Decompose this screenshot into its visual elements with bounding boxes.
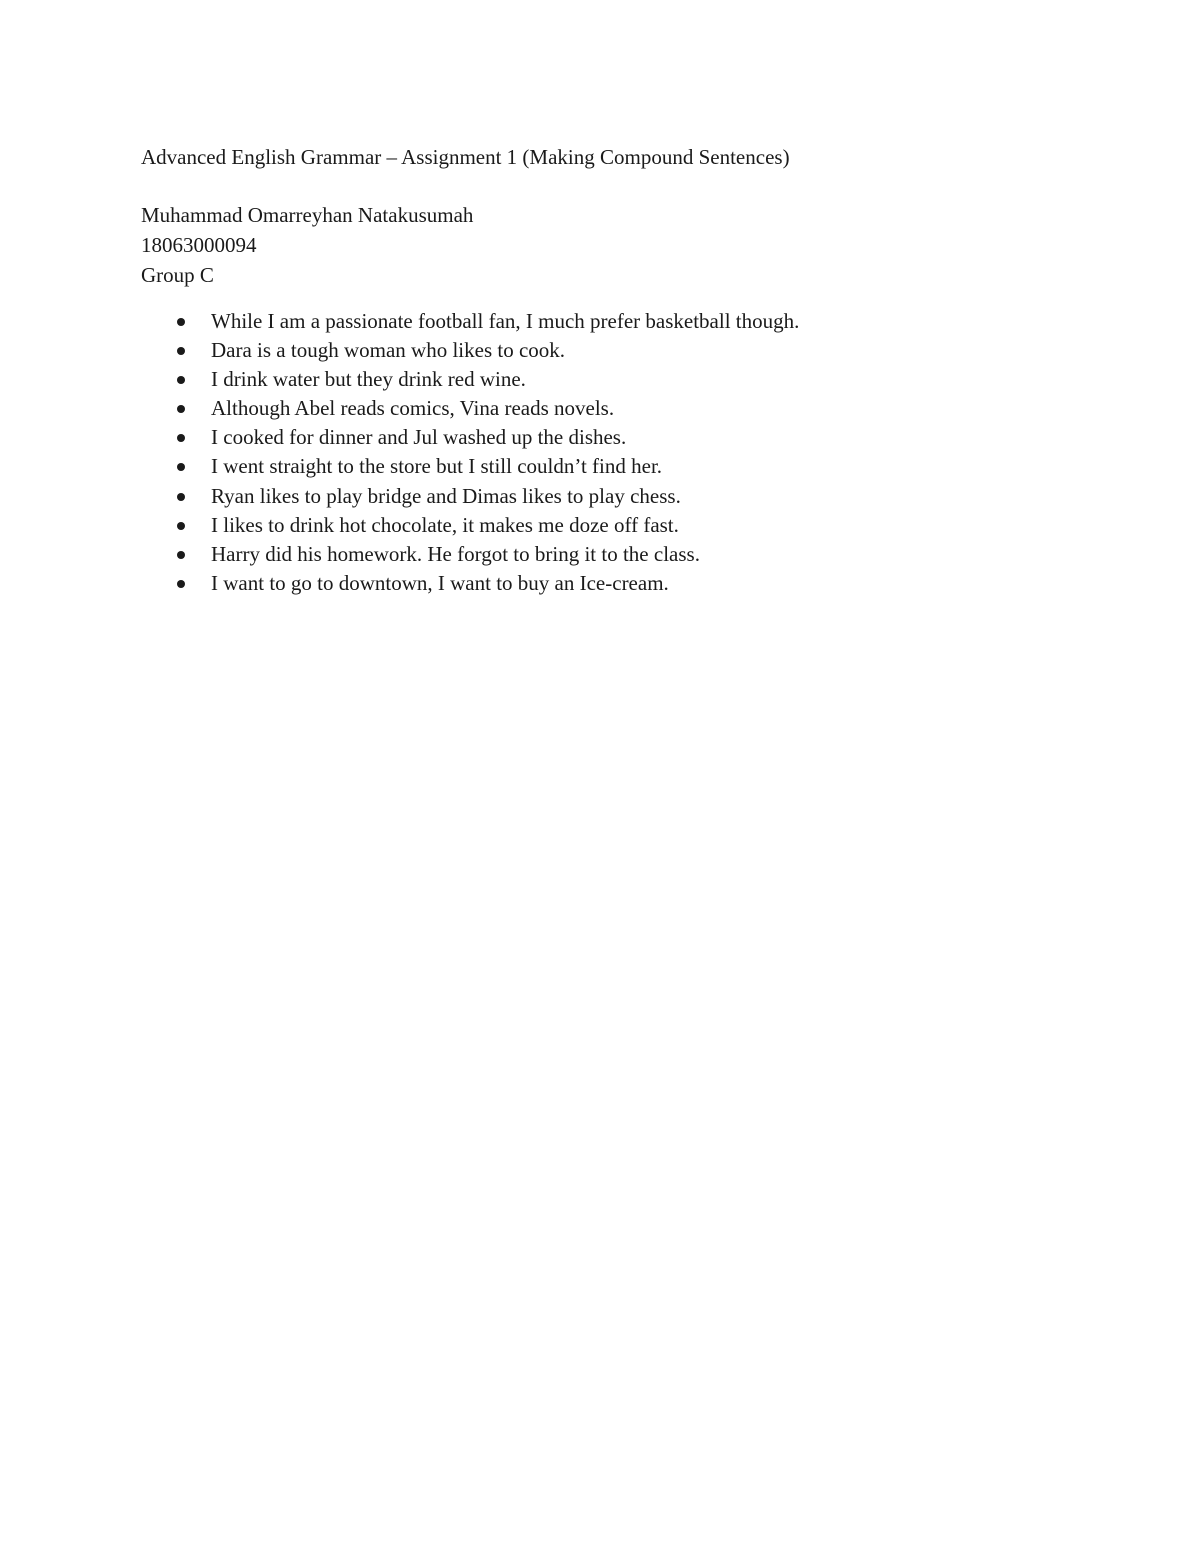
sentence-text: I went straight to the store but I still couldn’t find her. xyxy=(211,454,663,479)
list-item xyxy=(141,394,799,423)
list-item xyxy=(141,482,799,511)
student-id: 18063000094 xyxy=(141,233,257,257)
sentence-text: Harry did his homework. He forgot to bring it to the class. xyxy=(211,541,700,566)
list-item xyxy=(141,569,799,598)
student-group: Group C xyxy=(141,263,214,287)
sentence-text: I likes to drink hot chocolate, it makes me doze off fast. xyxy=(211,512,679,537)
bullet-icon xyxy=(177,493,185,501)
list-item xyxy=(141,511,799,540)
bullet-icon xyxy=(177,522,185,530)
list-item xyxy=(141,307,799,336)
bullet-icon xyxy=(177,318,185,326)
bullet-icon xyxy=(177,347,185,355)
sentence-list xyxy=(141,307,799,598)
bullet-icon xyxy=(177,405,185,413)
sentence-text: Although Abel reads comics, Vina reads novels. xyxy=(211,396,615,421)
list-item xyxy=(141,365,799,394)
bullet-icon xyxy=(177,434,185,442)
bullet-icon xyxy=(177,580,185,588)
sentence-text: I want to go to downtown, I want to buy an Ice-cream. xyxy=(211,570,669,595)
bullet-icon xyxy=(177,463,185,471)
bullet-icon xyxy=(177,376,185,384)
list-item xyxy=(141,540,799,569)
student-name: Muhammad Omarreyhan Natakusumah xyxy=(141,203,474,227)
list-item xyxy=(141,423,799,452)
sentence-text: While I am a passionate football fan, I much prefer basketball though. xyxy=(211,309,800,333)
student-info xyxy=(141,200,473,290)
sentence-text: Ryan likes to play bridge and Dimas likes to play chess. xyxy=(211,483,681,508)
sentence-text: I cooked for dinner and Jul washed up the dishes. xyxy=(211,425,627,450)
sentence-text: Dara is a tough woman who likes to cook. xyxy=(211,338,566,363)
list-item xyxy=(141,336,799,365)
sentence-text: I drink water but they drink red wine. xyxy=(211,367,526,392)
list-item xyxy=(141,452,799,481)
page-title: Advanced English Grammar – Assignment 1 (Making Compound Sentences) xyxy=(141,145,790,169)
bullet-icon xyxy=(177,551,185,559)
